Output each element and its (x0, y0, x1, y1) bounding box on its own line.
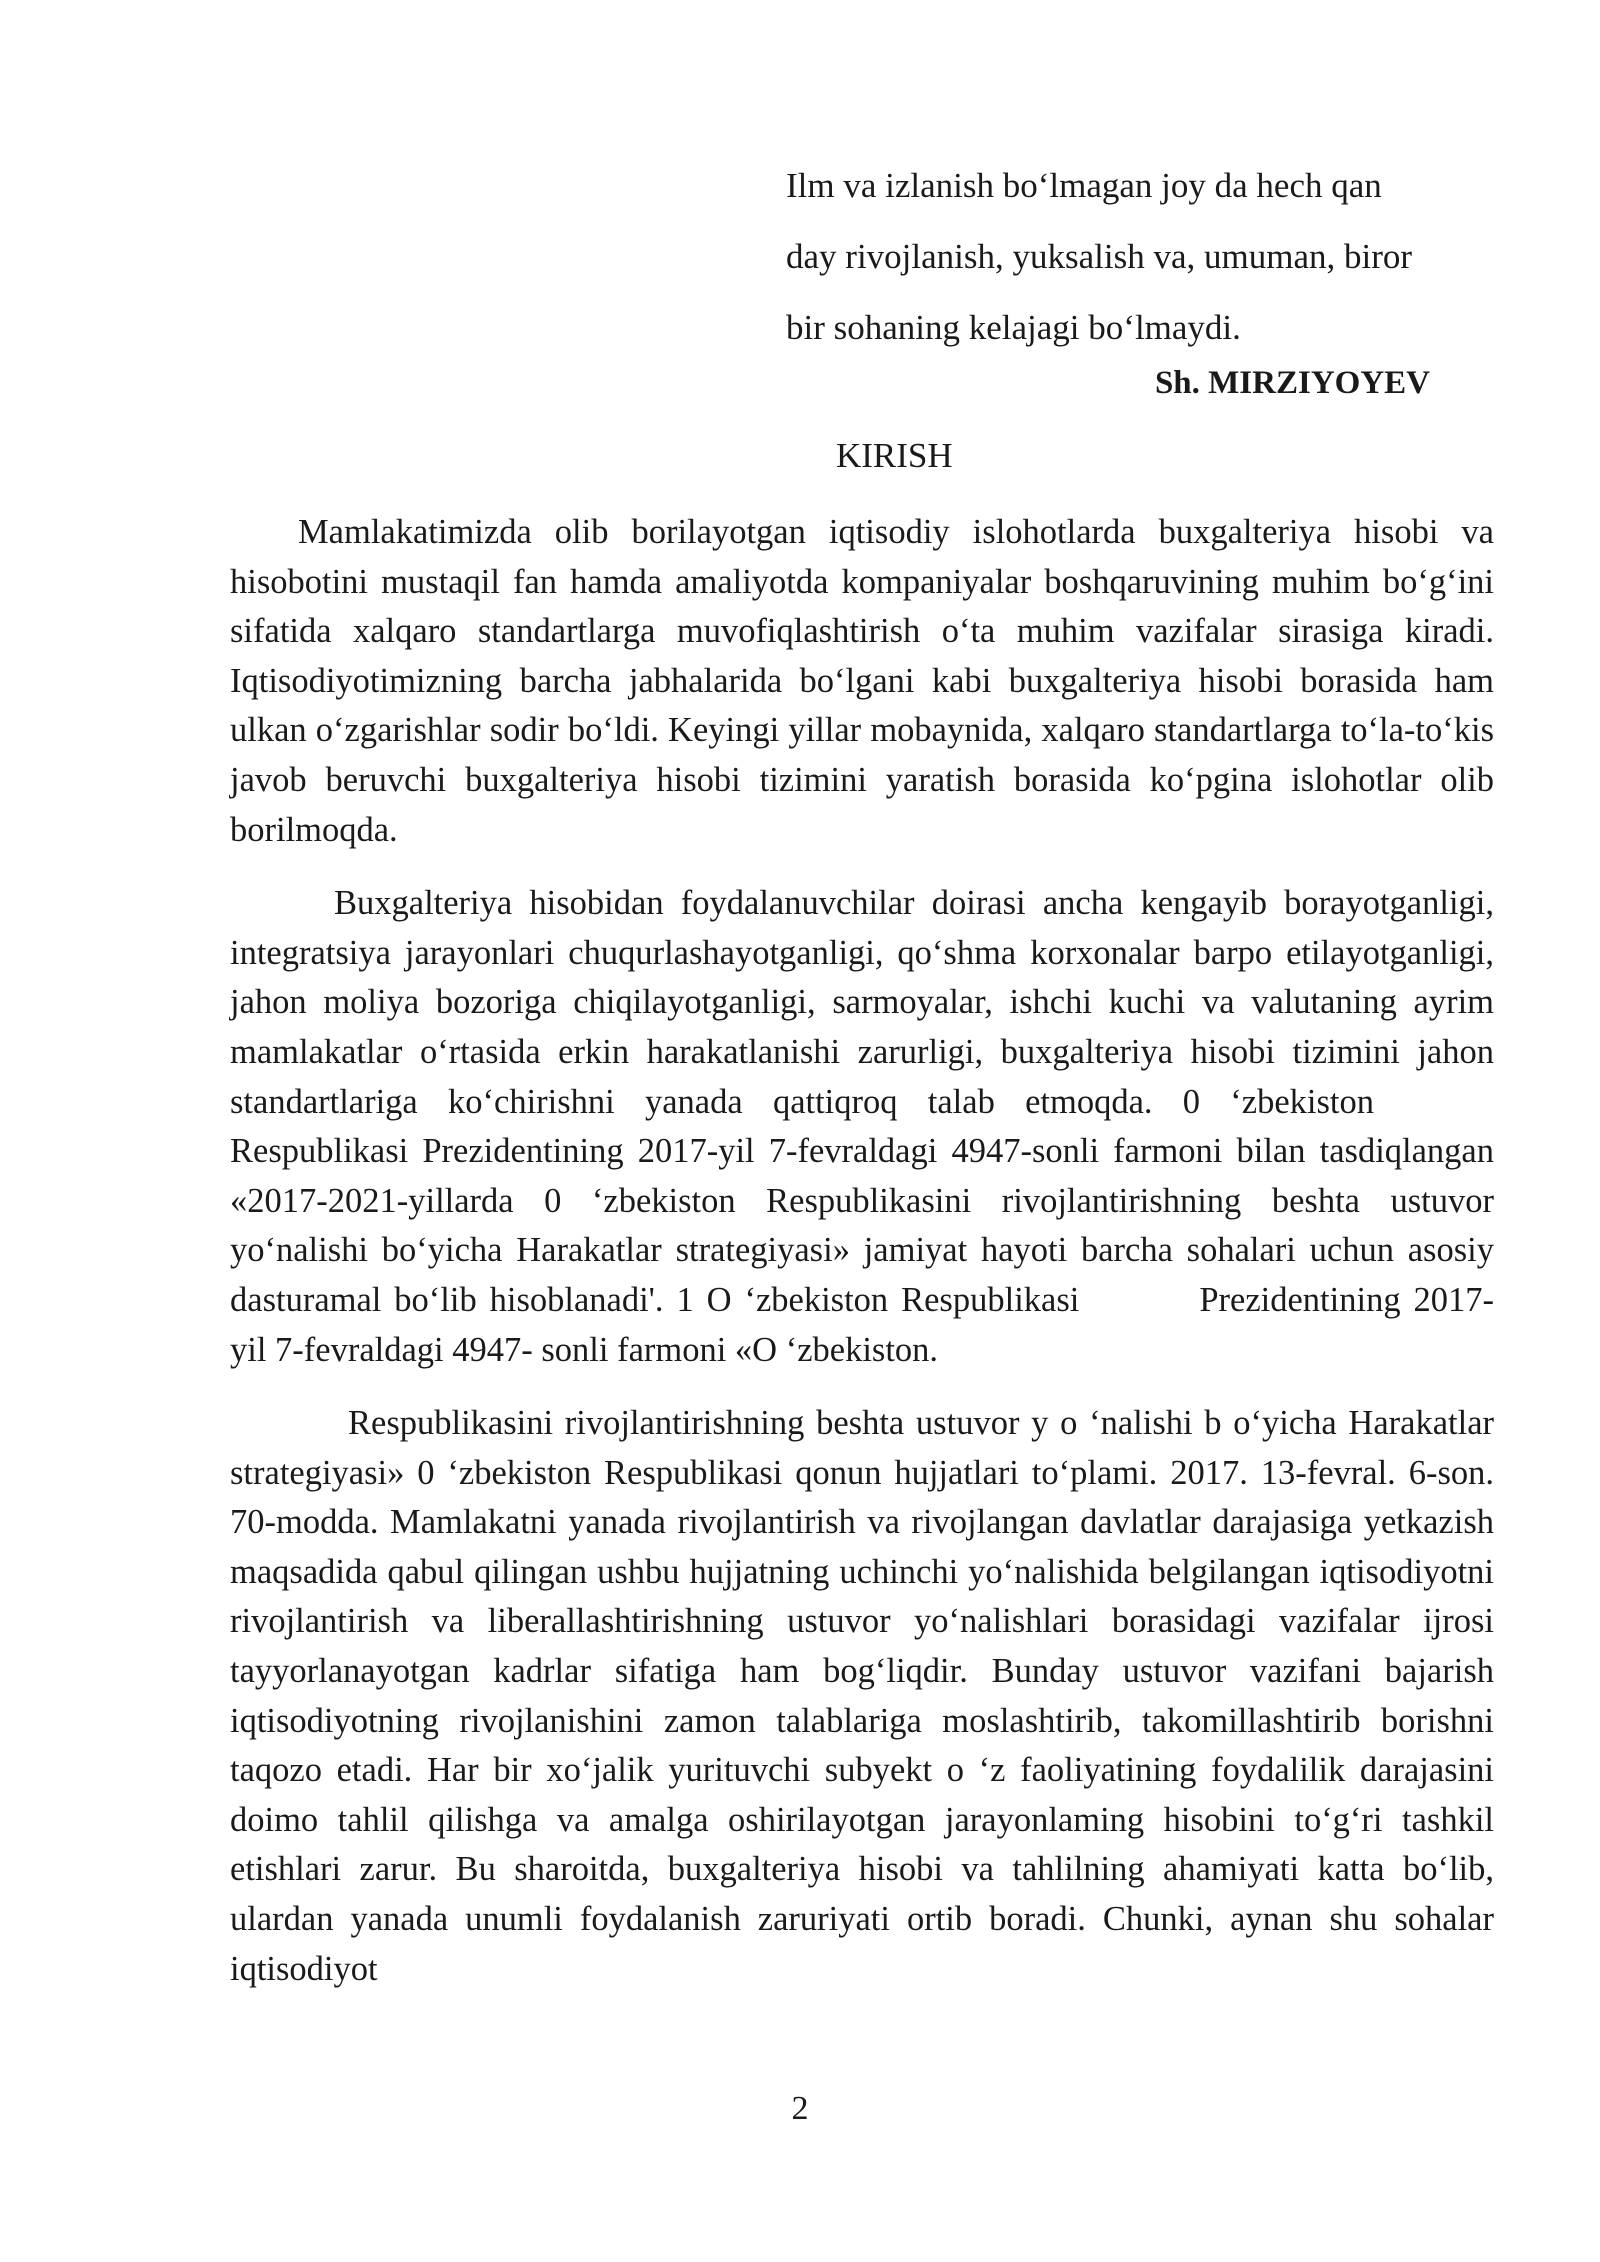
epigraph-line: bir sohaning kelajagi bo‘lmaydi. (786, 308, 1241, 347)
section-heading: KIRISH (836, 436, 953, 475)
epigraph-author: Sh. MIRZIYOYEV (1154, 365, 1430, 401)
paragraph-segment: Prezidentining 2017-yil 7-fevraldagi 4947- sonli farmoni «O ‘zbekiston. (230, 1280, 1494, 1369)
epigraph-line: Ilm va izlanish bo‘lmagan joy da hech qan (786, 166, 1382, 205)
paragraph-segment: Respublikasi Prezidentining 2017-yil 7-fevraldagi 4947-sonli farmoni bilan tasdiqlangan «2017-2021-yillarda 0 ‘zbekiston Respublikasini rivojlantirishning beshta ustuvor yo‘nalishi bo‘yicha Harakatlar strategiyasi» jamiyat hayoti barcha sohalari uchun asosiy dasturamal bo‘lib hisoblanadi'. 1 O ‘zbekiston Respublikasi (230, 1132, 1494, 1319)
epigraph (786, 150, 1486, 363)
epigraph-line: day rivojlanish, yuksalish va, umuman, biror (786, 237, 1413, 276)
body-text (230, 508, 1494, 1994)
paragraph (230, 879, 1494, 1375)
page-number: 2 (791, 2090, 809, 2127)
paragraph: Respublikasini rivojlantirishning beshta ustuvor y o ‘nalishi b o‘yicha Harakatlar strategiyasi» 0 ‘zbekiston Respublikasi qonun hujjatlari to‘plami. 2017. 13-fevral. 6-son. 70-modda. Mamlakatni yanada rivojlantirish va rivojlangan davlatlar darajasiga yetkazish maqsadida qabul qilingan ushbu hujjatning uchinchi yo‘nalishida belgilangan iqtisodiyotni rivojlantirish va liberallashtirishning ustuvor yo‘nalishlari borasidagi vazifalar ijrosi tayyorlanayotgan kadrlar sifatiga ham bog‘liqdir. Bunday ustuvor vazifani bajarish iqtisodiyotning rivojlanishini zamon talablariga moslashtirib, takomillashtirib borishni taqozo etadi. Har bir xo‘jalik yurituvchi subyekt o ‘z faoliyatining foydalilik darajasini doimo tahlil qilishga va amalga oshirilayotgan jarayonlaming hisobini to‘g‘ri tashkil etishlari zarur. Bu sharoitda, buxgalteriya hisobi va tahlilning ahamiyati katta bo‘lib, ulardan yanada unumli foydalanish zaruriyati ortib boradi. Chunki, aynan shu sohalar iqtisodiyot (230, 1404, 1494, 1988)
paragraph: Mamlakatimizda olib borilayotgan iqtisodiy islohotlarda buxgalteriya hisobi va hisobotini mustaqil fan hamda amaliyotda kompaniyalar boshqaruvining muhim bo‘g‘ini sifatida xalqaro standartlarga muvofiqlashtirish o‘ta muhim vazifalar sirasiga kiradi. Iqtisodiyotimizning barcha jabhalarida bo‘lgani kabi buxgalteriya hisobi borasida ham ulkan o‘zgarishlar sodir bo‘ldi. Keyingi yillar mobaynida, xalqaro standartlarga to‘la-to‘kis javob beruvchi buxgalteriya hisobi tizimini yaratish borasida ko‘pgina islohotlar olib borilmoqda. (230, 513, 1494, 849)
paragraph-segment: Buxgalteriya hisobidan foydalanuvchilar doirasi ancha kengayib borayotganligi, integratsiya jarayonlari chuqurlashayotganligi, qo‘shma korxonalar barpo etilayotganligi, jahon moliya bozoriga chiqilayotganligi, sarmoyalar, ishchi kuchi va valutaning ayrim mamlakatlar o‘rtasida erkin harakatlanishi zarurligi, buxgalteriya hisobi tizimini jahon standartlariga ko‘chirishni yanada qattiqroq talab etmoqda. 0 ‘zbekiston (230, 884, 1494, 1121)
